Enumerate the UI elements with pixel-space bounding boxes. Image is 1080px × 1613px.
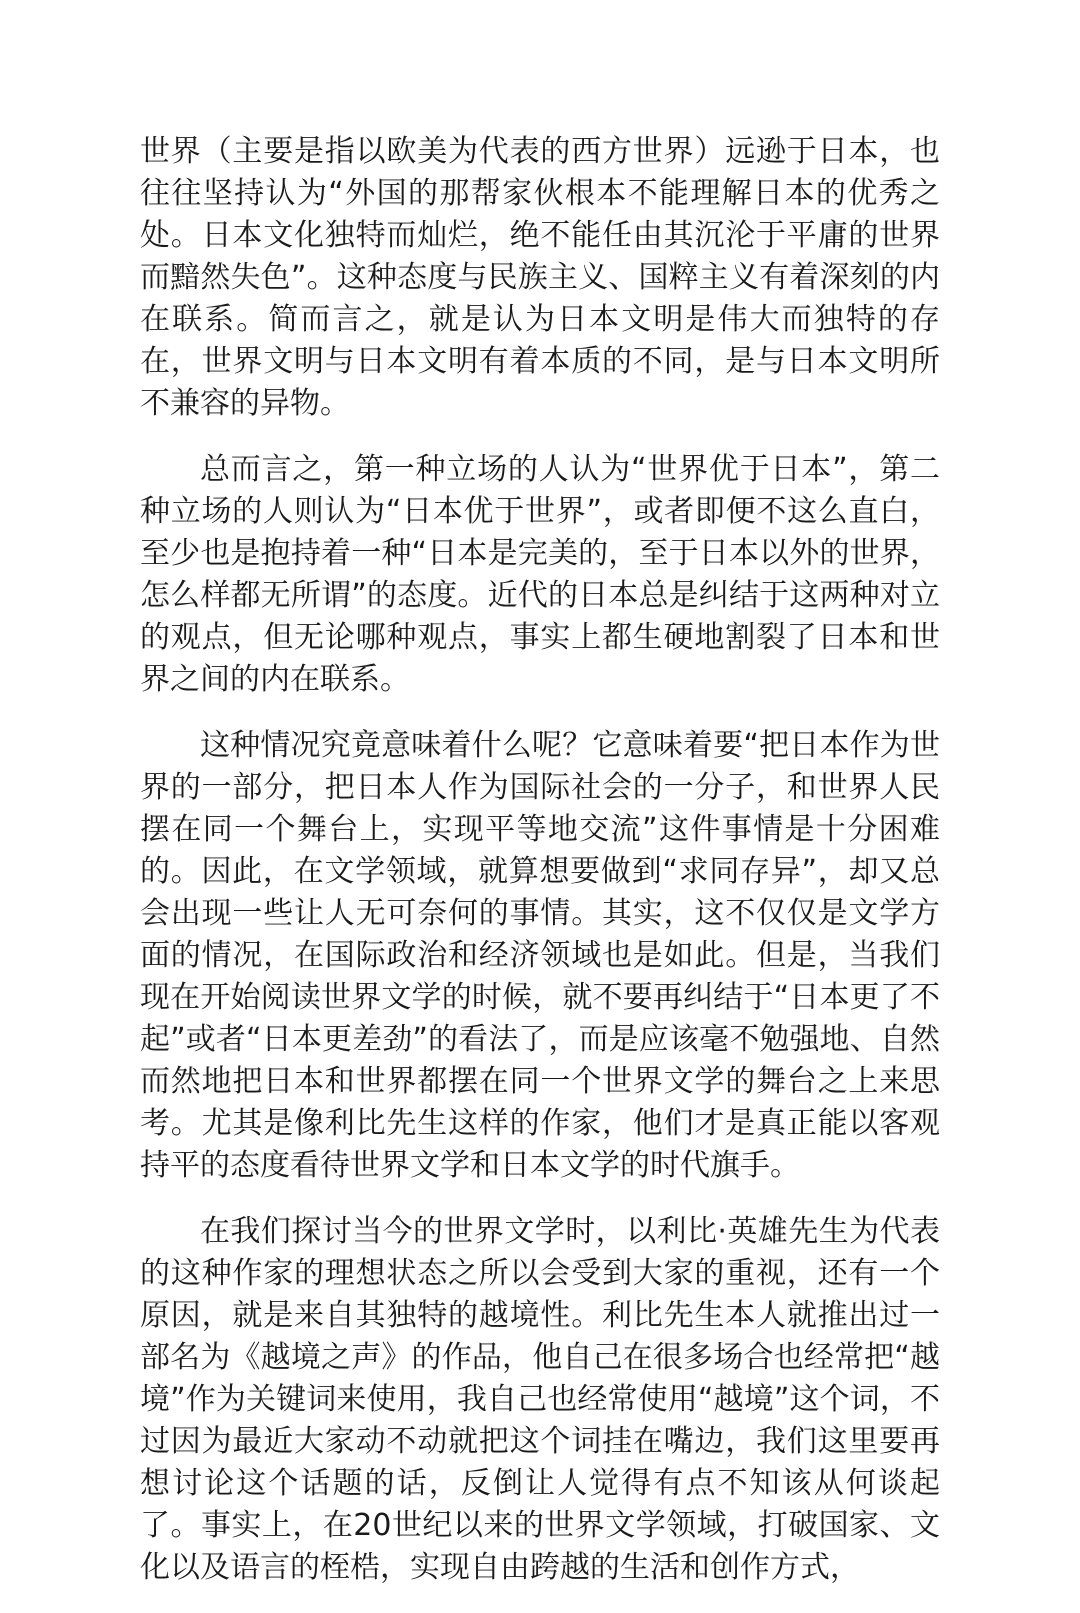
paragraph-4: 在我们探讨当今的世界文学时，以利比·英雄先生为代表的这种作家的理想状态之所以会受到大家的重视，还有一个原因，就是来自其独特的越境性。利比先生本人就推出过一部名为《越境之声》的作品，他自己在很多场合也经常把“越境”作为关键词来使用，我自己也经常使用“越境”这个词，不过因为最近大家动不动就把这个词挂在嘴边，我们这里要再想讨论这个话题的话，反倒让人觉得有点不知该从何谈起了。事实上，在20世纪以来的世界文学领域，打破国家、文化以及语言的桎梏，实现自由跨越的生活和创作方式， [140, 1214, 940, 1585]
paragraph-1: 世界（主要是指以欧美为代表的西方世界）远逊于日本，也往往坚持认为“外国的那帮家伙根本不能理解日本的优秀之处。日本文化独特而灿烂，绝不能任由其沉沦于平庸的世界而黯然失色”。这种态度与民族主义、国粹主义有着深刻的内在联系。简而言之，就是认为日本文明是伟大而独特的存在，世界文明与日本文明有着本质的不同，是与日本文明所不兼容的异物。 [140, 134, 940, 421]
paragraph-2: 总而言之，第一种立场的人认为“世界优于日本”，第二种立场的人则认为“日本优于世界”，或者即便不这么直白，至少也是抱持着一种“日本是完美的，至于日本以外的世界，怎么样都无所谓”的态度。近代的日本总是纠结于这两种对立的观点，但无论哪种观点，事实上都生硬地割裂了日本和世界之间的内在联系。 [140, 452, 940, 697]
body-text [140, 131, 940, 1613]
paragraph-3: 这种情况究竟意味着什么呢？它意味着要“把日本作为世界的一部分，把日本人作为国际社会的一分子，和世界人民摆在同一个舞台上，实现平等地交流”这件事情是十分困难的。因此，在文学领域，就算想要做到“求同存异”，却又总会出现一些让人无可奈何的事情。其实，这不仅仅是文学方面的情况，在国际政治和经济领域也是如此。但是，当我们现在开始阅读世界文学的时候，就不要再纠结于“日本更了不起”或者“日本更差劲”的看法了，而是应该毫不勉强地、自然而然地把日本和世界都摆在同一个世界文学的舞台之上来思考。尤其是像利比先生这样的作家，他们才是真正能以客观持平的态度看待世界文学和日本文学的时代旗手。 [140, 728, 940, 1183]
